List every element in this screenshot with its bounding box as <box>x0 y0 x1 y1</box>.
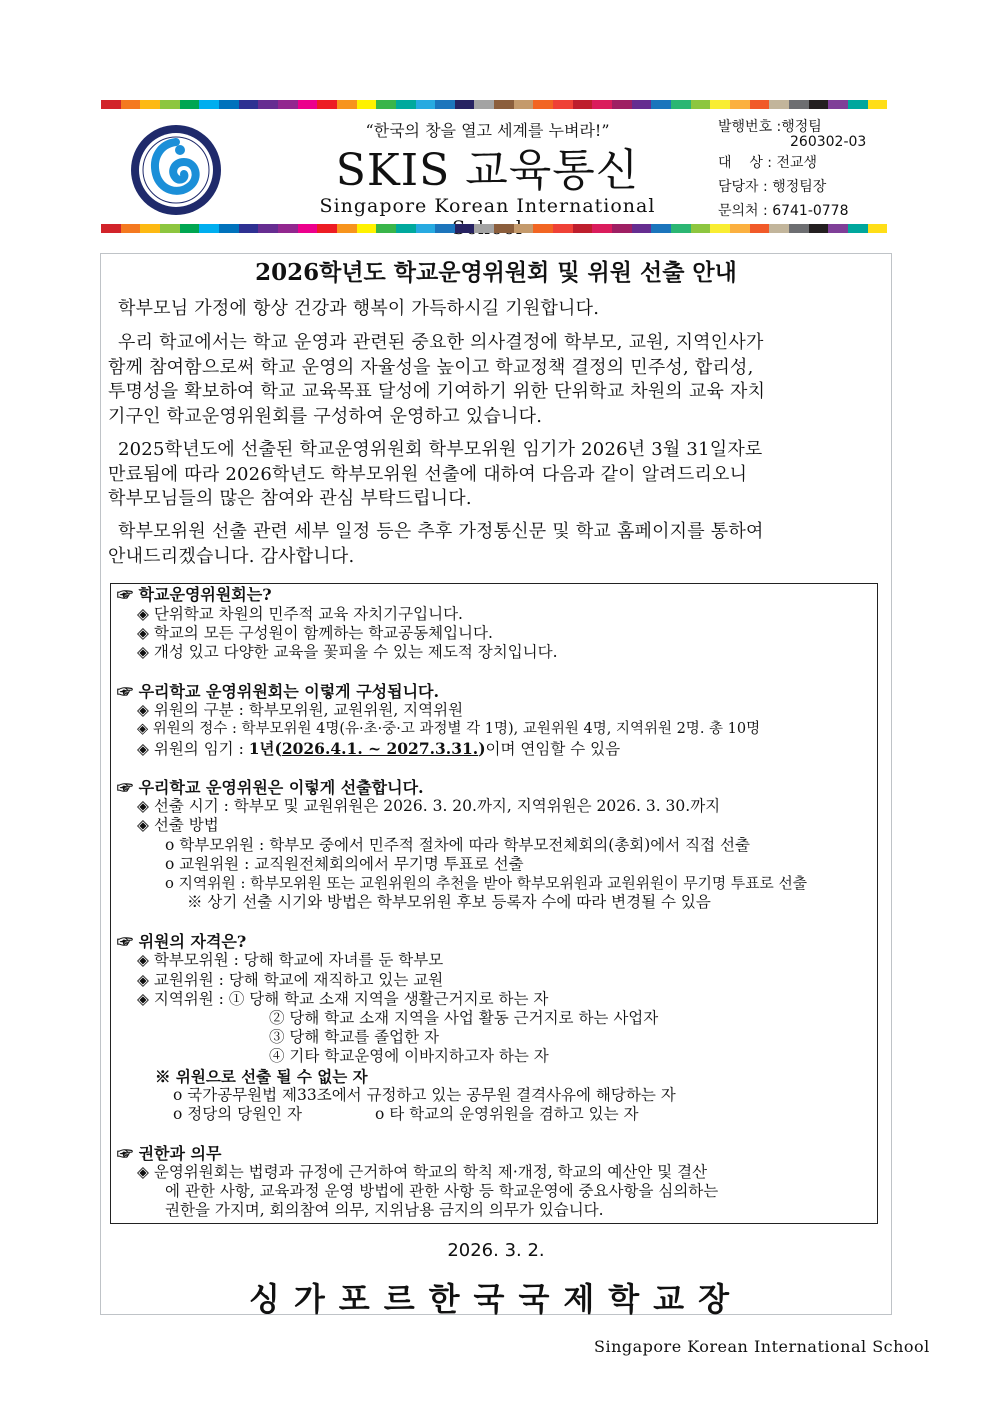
color-stripe-bottom <box>101 224 887 233</box>
stripe-segment <box>376 224 396 233</box>
stripe-segment <box>828 100 848 109</box>
stripe-segment <box>710 224 730 233</box>
principal-signature: 싱가포르한국국제학교장 <box>248 1280 744 1318</box>
stripe-segment <box>612 224 632 233</box>
exclusion-title: ※ 위원으로 선출 될 수 없는 자 <box>155 1067 368 1086</box>
list-item-term <box>137 739 620 759</box>
stripe-segment <box>848 100 868 109</box>
stripe-segment <box>140 224 160 233</box>
section-title-composition: ☞ 우리학교 운영위원회는 이렇게 구성됩니다. <box>117 682 440 701</box>
intro-paragraph <box>108 331 884 429</box>
stripe-segment <box>494 224 514 233</box>
info-box <box>110 583 878 1224</box>
stripe-segment <box>239 100 259 109</box>
stripe-segment <box>298 100 318 109</box>
term-label: ◈ 위원의 임기 : <box>137 740 249 758</box>
stripe-segment <box>533 100 553 109</box>
stripe-segment <box>730 100 750 109</box>
duty-line: ◈ 운영위원회는 법령과 규정에 근거하여 학교의 학칙 제·개정, 학교의 예산안 및 결산 <box>137 1163 708 1181</box>
slogan: “한국의 창을 열고 세계를 누벼라!” <box>365 121 610 140</box>
stripe-segment <box>180 100 200 109</box>
note: ※ 상기 선출 시기와 방법은 학부모위원 후보 등록자 수에 따라 변경될 수 있음 <box>187 893 711 911</box>
school-emblem-icon <box>130 124 222 216</box>
stripe-segment <box>868 100 888 109</box>
stripe-segment <box>750 224 770 233</box>
stripe-segment <box>868 224 888 233</box>
stripe-segment <box>121 100 141 109</box>
target: 대 상 : 전교생 <box>718 155 818 171</box>
list-item: ◈ 위원의 구분 : 학부모위원, 교원위원, 지역위원 <box>137 701 464 719</box>
para-line: 함께 참여함으로써 학교 운영의 자율성을 높이고 학교정책 결정의 민주성, 합리성, <box>108 356 754 378</box>
stripe-segment <box>592 100 612 109</box>
stripe-segment <box>691 224 711 233</box>
stripe-segment <box>416 100 436 109</box>
stripe-segment <box>691 100 711 109</box>
list-item: ◈ 위원의 정수 : 학부모위원 4명(유·초·중·고 과정별 각 1명), 교원위원 4명, 지역위원 2명. 총 10명 <box>137 721 761 737</box>
stripe-segment <box>789 224 809 233</box>
stripe-segment <box>357 100 377 109</box>
method-item: o 교원위원 : 교직원전체회의에서 무기명 투표로 선출 <box>165 855 524 873</box>
stripe-segment <box>553 224 573 233</box>
para-line: 학부모님들의 많은 참여와 관심 부탁드립니다. <box>108 488 472 509</box>
term-period: 2026.4.1. ~ 2027.3.31. <box>281 739 479 758</box>
stripe-segment <box>828 224 848 233</box>
section-title-election: ☞ 우리학교 운영위원은 이렇게 선출합니다. <box>117 778 424 797</box>
pub-no-value: 260302-03 <box>790 134 867 150</box>
method-item: o 지역위원 : 학부모위원 또는 교원위원의 추천을 받아 학부모위원과 교원위원이 무기명 투표로 선출 <box>165 875 808 892</box>
stripe-segment <box>769 100 789 109</box>
stripe-segment <box>160 224 180 233</box>
region-item: ④ 기타 학교운영에 이바지하고자 하는 자 <box>269 1047 549 1065</box>
list-item: ◈ 학교의 모든 구성원이 함께하는 학교공동체입니다. <box>137 624 493 642</box>
stripe-segment <box>317 224 337 233</box>
stripe-segment <box>199 100 219 109</box>
stripe-segment <box>416 224 436 233</box>
para-line: 학부모위원 선출 관련 세부 일정 등은 추후 가정통신문 및 학교 홈페이지를 통하여 <box>118 521 764 542</box>
schedule-paragraph <box>108 520 884 569</box>
stripe-segment <box>396 224 416 233</box>
publication-info <box>718 115 866 223</box>
list-item: ◈ 개성 있고 다양한 교육을 꽃피울 수 있는 제도적 장치입니다. <box>137 643 558 661</box>
stripe-segment <box>101 224 121 233</box>
para-line: 기구인 학교운영위원회를 구성하여 운영하고 있습니다. <box>108 405 543 427</box>
pub-no-label: 발행번호 :행정팀 <box>718 119 822 135</box>
contact: 문의처 : 6741-0778 <box>718 203 849 219</box>
stripe-segment <box>730 224 750 233</box>
list-item: ◈ 교원위원 : 당해 학교에 재직하고 있는 교원 <box>137 971 444 989</box>
manager: 담당자 : 행정팀장 <box>718 179 827 195</box>
stripe-segment <box>632 224 652 233</box>
stripe-segment <box>357 224 377 233</box>
issue-date: 2026. 3. 2. <box>447 1240 545 1261</box>
stripe-segment <box>455 100 475 109</box>
color-stripe-top <box>101 100 887 109</box>
stripe-segment <box>278 224 298 233</box>
term-paragraph <box>108 438 884 512</box>
method-item: o 학부모위원 : 학부모 중에서 민주적 절차에 따라 학부모전체회의(총회)에서 직접 선출 <box>165 836 751 854</box>
list-item: ◈ 선출 방법 <box>137 816 219 834</box>
stripe-segment <box>376 100 396 109</box>
duty-line: 에 관한 사항, 교육과정 운영 방법에 관한 사항 등 학교운영에 중요사항을 심의하는 <box>165 1182 719 1200</box>
stripe-segment <box>789 100 809 109</box>
stripe-segment <box>809 100 829 109</box>
exclusion-item: o 타 학교의 운영위원을 겸하고 있는 자 <box>375 1105 639 1123</box>
stripe-segment <box>514 224 534 233</box>
stripe-segment <box>809 224 829 233</box>
stripe-segment <box>553 100 573 109</box>
stripe-segment <box>337 224 357 233</box>
stripe-segment <box>435 100 455 109</box>
stripe-segment <box>317 100 337 109</box>
region-item: ③ 당해 학교를 졸업한 자 <box>269 1028 439 1046</box>
footer-school-name: Singapore Korean International School <box>594 1337 930 1356</box>
stripe-segment <box>651 100 671 109</box>
term-bold-close: ) <box>478 739 486 758</box>
stripe-segment <box>396 100 416 109</box>
stripe-segment <box>533 224 553 233</box>
stripe-segment <box>455 224 475 233</box>
stripe-segment <box>474 100 494 109</box>
stripe-segment <box>710 100 730 109</box>
stripe-segment <box>435 224 455 233</box>
para-line: 투명성을 확보하여 학교 교육목표 달성에 기여하기 위한 단위학교 차원의 교육 자치 <box>108 381 766 402</box>
stripe-segment <box>750 100 770 109</box>
list-item: ◈ 학부모위원 : 당해 학교에 자녀를 둔 학부모 <box>137 951 444 969</box>
stripe-segment <box>101 100 121 109</box>
greeting-paragraph: 학부모님 가정에 항상 건강과 행복이 가득하시길 기원합니다. <box>118 298 600 319</box>
list-item: ◈ 단위학교 차원의 민주적 교육 자치기구입니다. <box>137 605 463 623</box>
section-title-qualification: ☞ 위원의 자격은? <box>117 932 247 951</box>
stripe-segment <box>474 224 494 233</box>
stripe-segment <box>671 224 691 233</box>
para-line: 안내드리겠습니다. 감사합니다. <box>108 545 355 567</box>
stripe-segment <box>219 224 239 233</box>
term-rest: 이며 연임할 수 있음 <box>485 740 621 758</box>
stripe-segment <box>651 224 671 233</box>
stripe-segment <box>239 224 259 233</box>
stripe-segment <box>592 224 612 233</box>
para-line: 만료됨에 따라 2026학년도 학부모위원 선출에 대하여 다음과 같이 알려드리오니 <box>108 463 748 485</box>
stripe-segment <box>769 224 789 233</box>
list-item: ◈ 지역위원 : ① 당해 학교 소재 지역을 생활근거지로 하는 자 <box>137 990 549 1008</box>
para-line: 2025학년도에 선출된 학교운영위원회 학부모위원 임기가 2026년 3월 31일자로 <box>118 439 763 460</box>
section-title-about: ☞ 학교운영위원회는? <box>117 585 272 604</box>
para-line: 우리 학교에서는 학교 운영과 관련된 중요한 의사결정에 학부모, 교원, 지역인사가 <box>118 332 764 353</box>
stripe-segment <box>180 224 200 233</box>
stripe-segment <box>219 100 239 109</box>
stripe-segment <box>494 100 514 109</box>
exclusion-item: o 정당의 당원인 자 <box>173 1105 302 1123</box>
stripe-segment <box>573 224 593 233</box>
notice-heading: 2026학년도 학교운영위원회 및 위원 선출 안내 <box>255 259 737 286</box>
duty-line: 권한을 가지며, 회의참여 의무, 지위남용 금지의 의무가 있습니다. <box>165 1201 604 1219</box>
exclusion-item: o 국가공무원법 제33조에서 규정하고 있는 공무원 결격사유에 해당하는 자 <box>173 1086 676 1104</box>
stripe-segment <box>199 224 219 233</box>
stripe-segment <box>632 100 652 109</box>
stripe-segment <box>848 224 868 233</box>
list-item: ◈ 선출 시기 : 학부모 및 교원위원은 2026. 3. 20.까지, 지역위원은 2026. 3. 30.까지 <box>137 797 721 815</box>
newsletter-title: SKIS 교육통신 <box>335 145 640 196</box>
stripe-segment <box>258 100 278 109</box>
stripe-segment <box>278 100 298 109</box>
term-bold: 1년( <box>248 739 282 758</box>
section-title-duties: ☞ 권한과 의무 <box>117 1144 222 1163</box>
stripe-segment <box>573 100 593 109</box>
stripe-segment <box>514 100 534 109</box>
stripe-segment <box>160 100 180 109</box>
stripe-segment <box>298 224 318 233</box>
stripe-segment <box>612 100 632 109</box>
stripe-segment <box>671 100 691 109</box>
stripe-segment <box>258 224 278 233</box>
school-english-name: Singapore Korean International <box>319 195 656 217</box>
stripe-segment <box>140 100 160 109</box>
stripe-segment <box>121 224 141 233</box>
region-item: ② 당해 학교 소재 지역을 사업 활동 근거지로 하는 사업자 <box>269 1009 659 1027</box>
stripe-segment <box>337 100 357 109</box>
